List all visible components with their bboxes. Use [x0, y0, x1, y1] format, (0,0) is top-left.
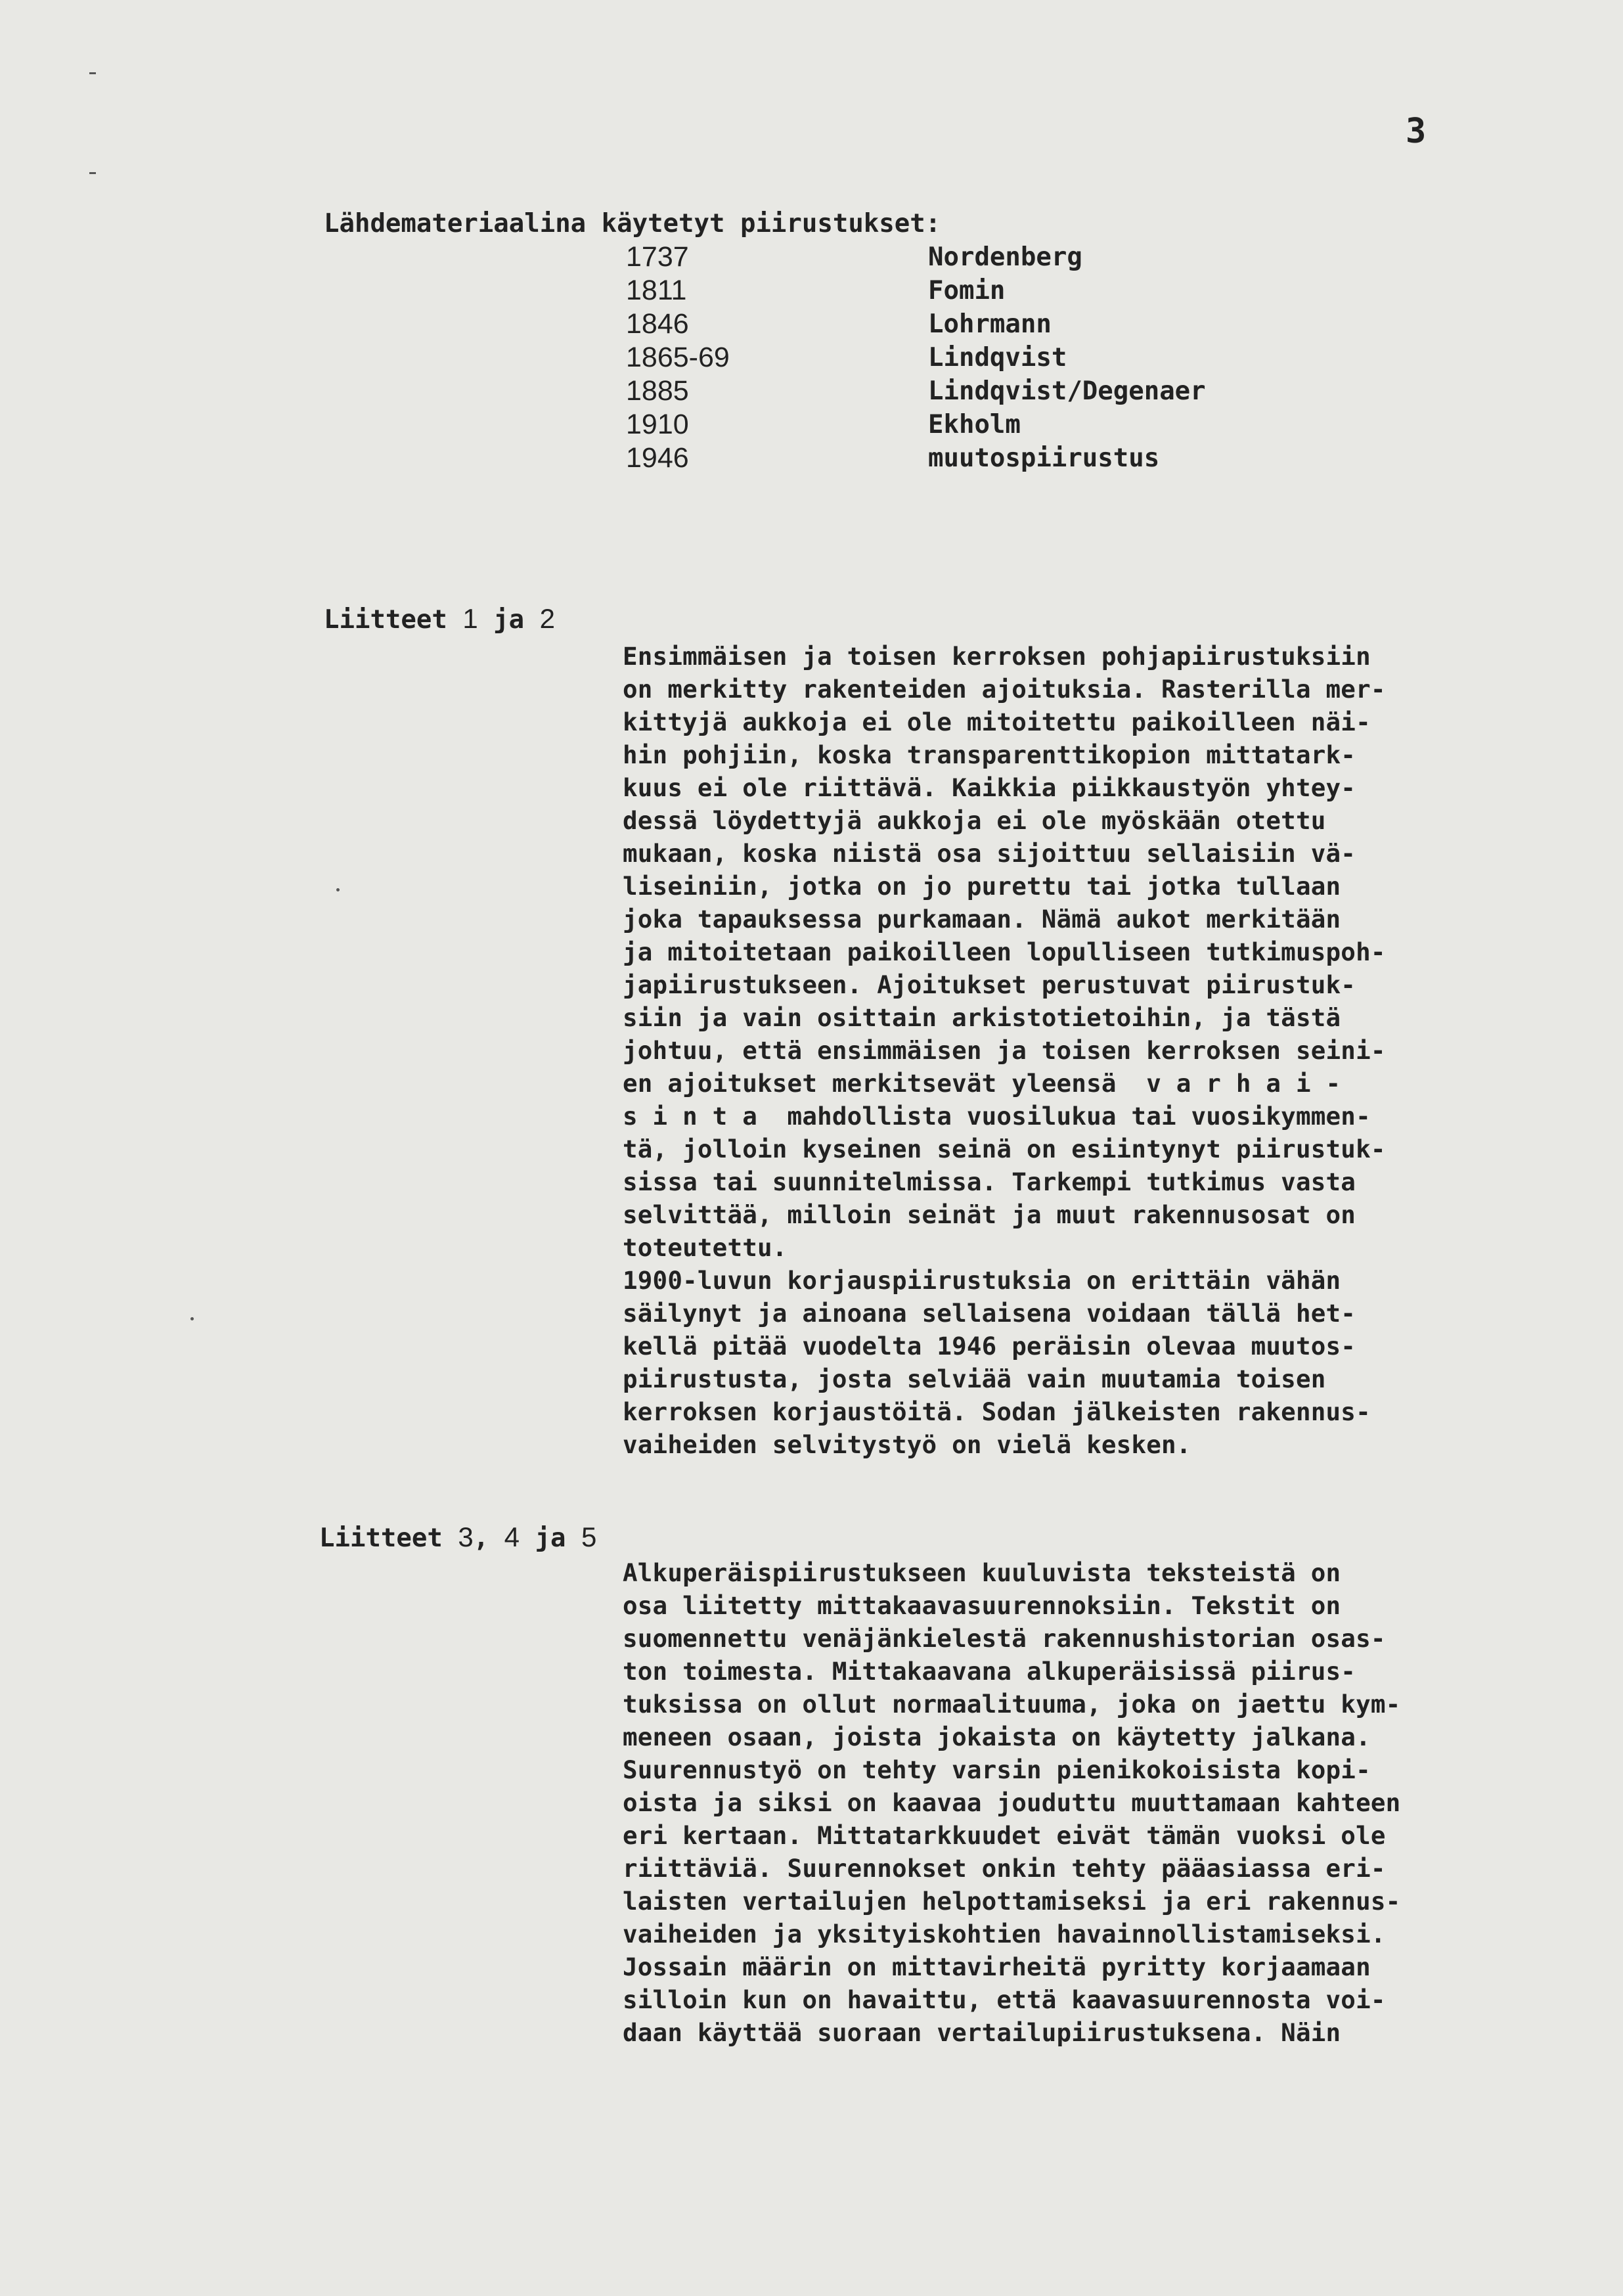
drawing-row	[626, 441, 1316, 475]
appendix-label-join: ja	[478, 605, 540, 635]
text-line: kittyjä aukkoja ei ole mitoitettu paikoilleen näi-	[623, 708, 1371, 736]
text-line: toteutettu.	[623, 1233, 788, 1262]
text-line: piirustusta, josta selviää vain muutamia toisen	[623, 1364, 1326, 1393]
drawing-author: Nordenberg	[928, 242, 1082, 272]
text-line: sissa tai suunnitelmissa. Tarkempi tutkimus vasta	[623, 1167, 1356, 1196]
appendix-1-2-text	[623, 640, 1555, 1461]
appendix-label-1-2	[324, 603, 555, 635]
text-line: vaiheiden selvitystyö on vielä kesken.	[623, 1430, 1191, 1459]
drawing-year: 1846	[626, 308, 689, 340]
margin-mark	[190, 1317, 194, 1320]
text-line: 1900-luvun korjauspiirustuksia on erittäin vähän	[623, 1266, 1341, 1295]
source-drawings-list	[626, 240, 1316, 475]
margin-mark	[89, 72, 96, 74]
drawing-row	[626, 374, 1316, 408]
text-line: kuus ei ole riittävä. Kaikkia piikkaustyön yhtey-	[623, 773, 1356, 802]
text-line: selvittää, milloin seinät ja muut rakennusosat on	[623, 1200, 1356, 1229]
text-line: tä, jolloin kyseinen seinä on esiintynyt piirustuk-	[623, 1135, 1386, 1163]
text-line: daan käyttää suoraan vertailupiirustuksena. Näin	[623, 2018, 1341, 2047]
drawing-row	[626, 240, 1316, 274]
text-line: siin ja vain osittain arkistotietoihin, ja tästä	[623, 1003, 1341, 1032]
appendix-label-join: ja	[520, 1523, 581, 1553]
text-line: s i n t a mahdollista vuosilukua tai vuosikymmen-	[623, 1102, 1371, 1131]
appendix-label-3-4-5	[319, 1521, 596, 1553]
drawing-year: 1865-69	[626, 342, 730, 373]
drawing-year: 1737	[626, 241, 689, 273]
drawing-row	[626, 307, 1316, 341]
text-line: silloin kun on havaittu, että kaavasuurennosta voi-	[623, 1985, 1386, 2014]
text-line: Alkuperäispiirustukseen kuuluvista teksteistä on	[623, 1558, 1341, 1587]
text-line: Suurennustyö on tehty varsin pienikokoisista kopi-	[623, 1755, 1371, 1784]
text-line: suomennettu venäjänkielestä rakennushistorian osas-	[623, 1624, 1386, 1653]
appendix-number: 2	[539, 603, 555, 634]
appendix-label-comma: ,	[473, 1523, 504, 1553]
appendix-number: 1	[462, 603, 478, 634]
drawing-year: 1885	[626, 375, 689, 407]
appendix-label-text: Liitteet	[324, 605, 463, 635]
drawing-year: 1910	[626, 409, 689, 440]
drawing-year: 1946	[626, 442, 689, 474]
drawing-author: Lohrmann	[928, 309, 1052, 339]
drawing-author: Fomin	[928, 276, 1006, 305]
text-line: tuksissa on ollut normaalituuma, joka on jaettu kym-	[623, 1690, 1401, 1719]
text-line: riittäviä. Suurennokset onkin tehty pääasiassa eri-	[623, 1854, 1386, 1883]
page-number: 3	[1406, 112, 1427, 151]
drawing-author: Ekholm	[928, 410, 1021, 439]
appendix-3-4-5-text	[623, 1556, 1555, 2049]
text-line: vaiheiden ja yksityiskohtien havainnollistamiseksi.	[623, 1920, 1386, 1948]
appendix-number: 5	[581, 1521, 597, 1552]
text-line: ton toimesta. Mittakaavana alkuperäisissä piirus-	[623, 1657, 1356, 1686]
drawing-year: 1811	[626, 275, 687, 306]
text-line: ja mitoitetaan paikoilleen lopulliseen tutkimuspoh-	[623, 937, 1386, 966]
text-line: en ajoitukset merkitsevät yleensä v a r h a i -	[623, 1069, 1341, 1098]
text-line: johtuu, että ensimmäisen ja toisen kerroksen seini-	[623, 1036, 1386, 1065]
drawing-author: muutospiirustus	[928, 443, 1160, 473]
drawing-row	[626, 408, 1316, 441]
text-line: japiirustukseen. Ajoitukset perustuvat piirustuk-	[623, 970, 1356, 999]
text-line: joka tapauksessa purkamaan. Nämä aukot merkitään	[623, 905, 1341, 934]
text-line: kerroksen korjaustöitä. Sodan jälkeisten rakennus-	[623, 1397, 1371, 1426]
appendix-number: 4	[504, 1521, 520, 1552]
margin-mark	[89, 172, 96, 174]
text-line: liseiniin, jotka on jo purettu tai jotka tullaan	[623, 872, 1341, 901]
text-line: kellä pitää vuodelta 1946 peräisin olevaa muutos-	[623, 1332, 1356, 1361]
text-line: laisten vertailujen helpottamiseksi ja eri rakennus-	[623, 1887, 1401, 1916]
text-line: on merkitty rakenteiden ajoituksia. Rasterilla mer-	[623, 675, 1386, 704]
drawing-author: Lindqvist	[928, 343, 1067, 372]
text-line: säilynyt ja ainoana sellaisena voidaan tällä het-	[623, 1299, 1356, 1328]
text-line: mukaan, koska niistä osa sijoittuu sellaisiin vä-	[623, 839, 1356, 868]
drawing-row	[626, 274, 1316, 307]
drawing-author: Lindqvist/Degenaer	[928, 376, 1206, 406]
margin-mark	[336, 888, 340, 891]
text-line: osa liitetty mittakaavasuurennoksiin. Tekstit on	[623, 1591, 1341, 1620]
appendix-label-text: Liitteet	[319, 1523, 458, 1553]
text-line: eri kertaan. Mittatarkkuudet eivät tämän vuoksi ole	[623, 1821, 1386, 1850]
appendix-number: 3	[458, 1521, 474, 1552]
text-line: dessä löydettyjä aukkoja ei ole myöskään otettu	[623, 806, 1326, 835]
text-line: hin pohjiin, koska transparenttikopion mittatark-	[623, 740, 1356, 769]
text-line: Jossain määrin on mittavirheitä pyritty korjaamaan	[623, 1952, 1371, 1981]
text-line: oista ja siksi on kaavaa jouduttu muuttamaan kahteen	[623, 1788, 1401, 1817]
drawing-row	[626, 341, 1316, 374]
text-line: meneen osaan, joista jokaista on käytetty jalkana.	[623, 1722, 1371, 1751]
text-line: Ensimmäisen ja toisen kerroksen pohjapiirustuksiin	[623, 642, 1371, 671]
source-drawings-heading: Lähdemateriaalina käytetyt piirustukset:	[324, 209, 941, 238]
